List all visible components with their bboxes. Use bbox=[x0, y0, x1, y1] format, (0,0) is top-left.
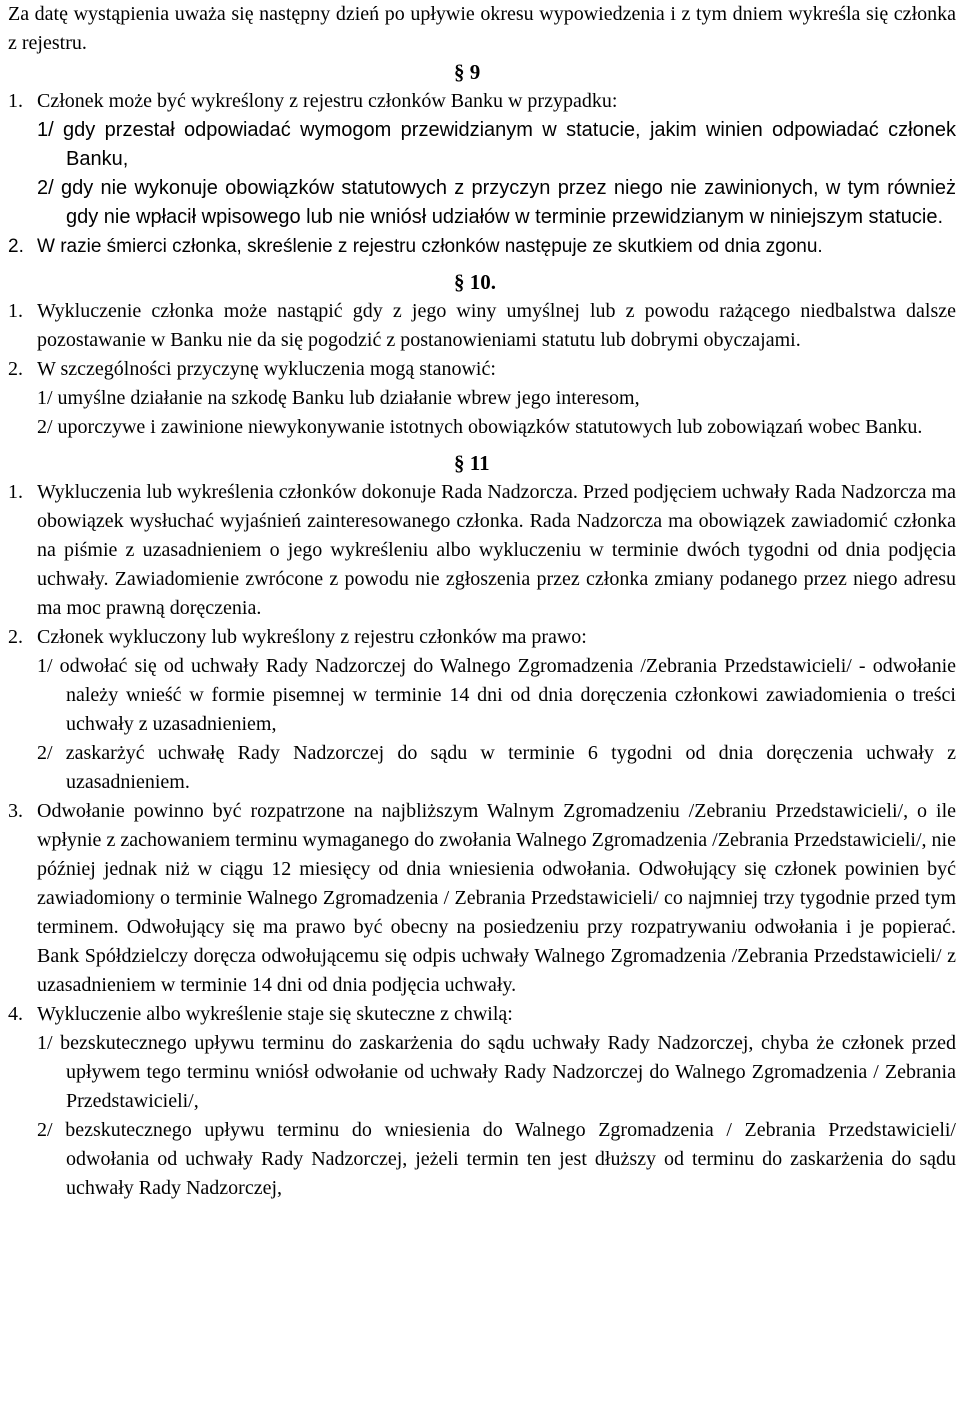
section-heading: § 9 bbox=[454, 60, 481, 84]
sub-item: 2/ zaskarżyć uchwałę Rady Nadzorczej do sądu w terminie 6 tygodni od dnia doręczenia uchwały z uzasadnieniem. bbox=[37, 742, 956, 793]
item-number: 1. bbox=[8, 300, 23, 322]
section-item bbox=[8, 355, 956, 384]
sub-item: 1/ odwołać się od uchwały Rady Nadzorczej do Walnego Zgromadzenia /Zebrania Przedstawicieli/ - odwołanie należy wnieść w formie pisemnej w terminie 14 dni od dnia doręczenia członkowi zawiadomienia o treści uchwały z uzasadnieniem, bbox=[37, 655, 956, 735]
section-10 bbox=[8, 268, 956, 442]
item-number: 2. bbox=[8, 236, 24, 257]
sub-item: 1/ bezskutecznego upływu terminu do zaskarżenia do sądu uchwały Rady Nadzorczej, chyba że członek przed upływem tego terminu wniósł odwołanie od uchwały Rady Nadzorczej do Walnego Zgromadzenia / Zebrania Przedstawicieli/, bbox=[37, 1032, 956, 1112]
item-number: 2. bbox=[8, 626, 23, 648]
section-11 bbox=[8, 449, 956, 1203]
section-item bbox=[8, 232, 956, 261]
section-item bbox=[8, 297, 956, 355]
sub-item: 1/ umyślne działanie na szkodę Banku lub działanie wbrew jego interesom, bbox=[37, 387, 640, 409]
item-text: Wykluczenie członka może nastąpić gdy z jego winy umyślnej lub z powodu rażącego niedbalstwa dalsze pozostawanie w Banku nie da się pogodzić z postanowieniami statutu lub dobrymi obyczajami. bbox=[37, 300, 956, 351]
item-text: Członek może być wykreślony z rejestru członków Banku w przypadku: bbox=[37, 90, 618, 112]
section-item bbox=[8, 797, 956, 1000]
sub-item: 1/ gdy przestał odpowiadać wymogom przewidzianym w statucie, jakim winien odpowiadać członek Banku, bbox=[37, 119, 956, 170]
item-text: W razie śmierci członka, skreślenie z rejestru członków następuje ze skutkiem od dnia zgonu. bbox=[37, 236, 823, 257]
section-heading: § 11 bbox=[454, 451, 490, 475]
document-page bbox=[8, 0, 956, 1203]
item-text: Członek wykluczony lub wykreślony z rejestru członków ma prawo: bbox=[37, 626, 587, 648]
item-number: 4. bbox=[8, 1003, 23, 1025]
intro-paragraph: Za datę wystąpienia uważa się następny dzień po upływie okresu wypowiedzenia i z tym dniem wykreśla się członka z rejestru. bbox=[8, 3, 956, 54]
item-text: Wykluczenie albo wykreślenie staje się skuteczne z chwilą: bbox=[37, 1003, 513, 1025]
item-number: 3. bbox=[8, 800, 23, 822]
item-text: Odwołanie powinno być rozpatrzone na najbliższym Walnym Zgromadzeniu /Zebraniu Przedstawicieli/, o ile wpłynie z zachowaniem terminu wymaganego do zwołania Walnego Zgromadzenia /Zebrania Przedstawicieli/, nie później jednak niż w ciągu 12 miesięcy od dnia wniesienia odwołania. Odwołujący się członek powinien być zawiadomiony o terminie Walnego Zgromadzenia / Zebrania Przedstawicieli/ co najmniej trzy tygodnie przed tym terminem. Odwołujący się ma prawo być obecny na posiedzeniu przy rozpatrywaniu odwołania i je popierać. Bank Spółdzielczy doręcza odwołującemu się odpis uchwały Walnego Zgromadzenia /Zebrania Przedstawicieli/ z uzasadnieniem w terminie 14 dni od dnia podjęcia uchwały. bbox=[37, 800, 956, 996]
sub-item: 2/ gdy nie wykonuje obowiązków statutowych z przyczyn przez niego nie zawinionych, w tym również gdy nie wpłacił wpisowego lub nie wniósł udziałów w terminie przewidzianym w niniejszym statucie. bbox=[37, 177, 956, 228]
section-heading: § 10. bbox=[454, 270, 496, 294]
item-number: 2. bbox=[8, 358, 23, 380]
item-text: Wykluczenia lub wykreślenia członków dokonuje Rada Nadzorcza. Przed podjęciem uchwały Rada Nadzorcza ma obowiązek wysłuchać wyjaśnień zainteresowanego członka. Rada Nadzorcza ma obowiązek zawiadomić członka na piśmie z uzasadnieniem o jego wykreśleniu albo wykluczeniu w terminie dwóch tygodni od dnia podjęcia uchwały. Zawiadomienie zwrócone z powodu nie zgłoszenia przez członka zmiany podanego przez niego adresu ma moc prawną doręczenia. bbox=[37, 481, 956, 619]
item-text: W szczególności przyczynę wykluczenia mogą stanowić: bbox=[37, 358, 496, 380]
section-item bbox=[8, 623, 956, 652]
section-9 bbox=[8, 58, 956, 261]
sub-item: 2/ uporczywe i zawinione niewykonywanie istotnych obowiązków statutowych lub zobowiązań wobec Banku. bbox=[37, 416, 923, 438]
sub-item: 2/ bezskutecznego upływu terminu do wniesienia do Walnego Zgromadzenia / Zebrania Przedstawicieli/ odwołania od uchwały Rady Nadzorczej, jeżeli termin ten jest dłuższy od terminu do zaskarżenia do sądu uchwały Rady Nadzorczej, bbox=[37, 1119, 956, 1199]
section-item bbox=[8, 478, 956, 623]
section-item bbox=[8, 87, 956, 116]
item-number: 1. bbox=[8, 481, 23, 503]
item-number: 1. bbox=[8, 90, 23, 112]
section-item bbox=[8, 1000, 956, 1029]
